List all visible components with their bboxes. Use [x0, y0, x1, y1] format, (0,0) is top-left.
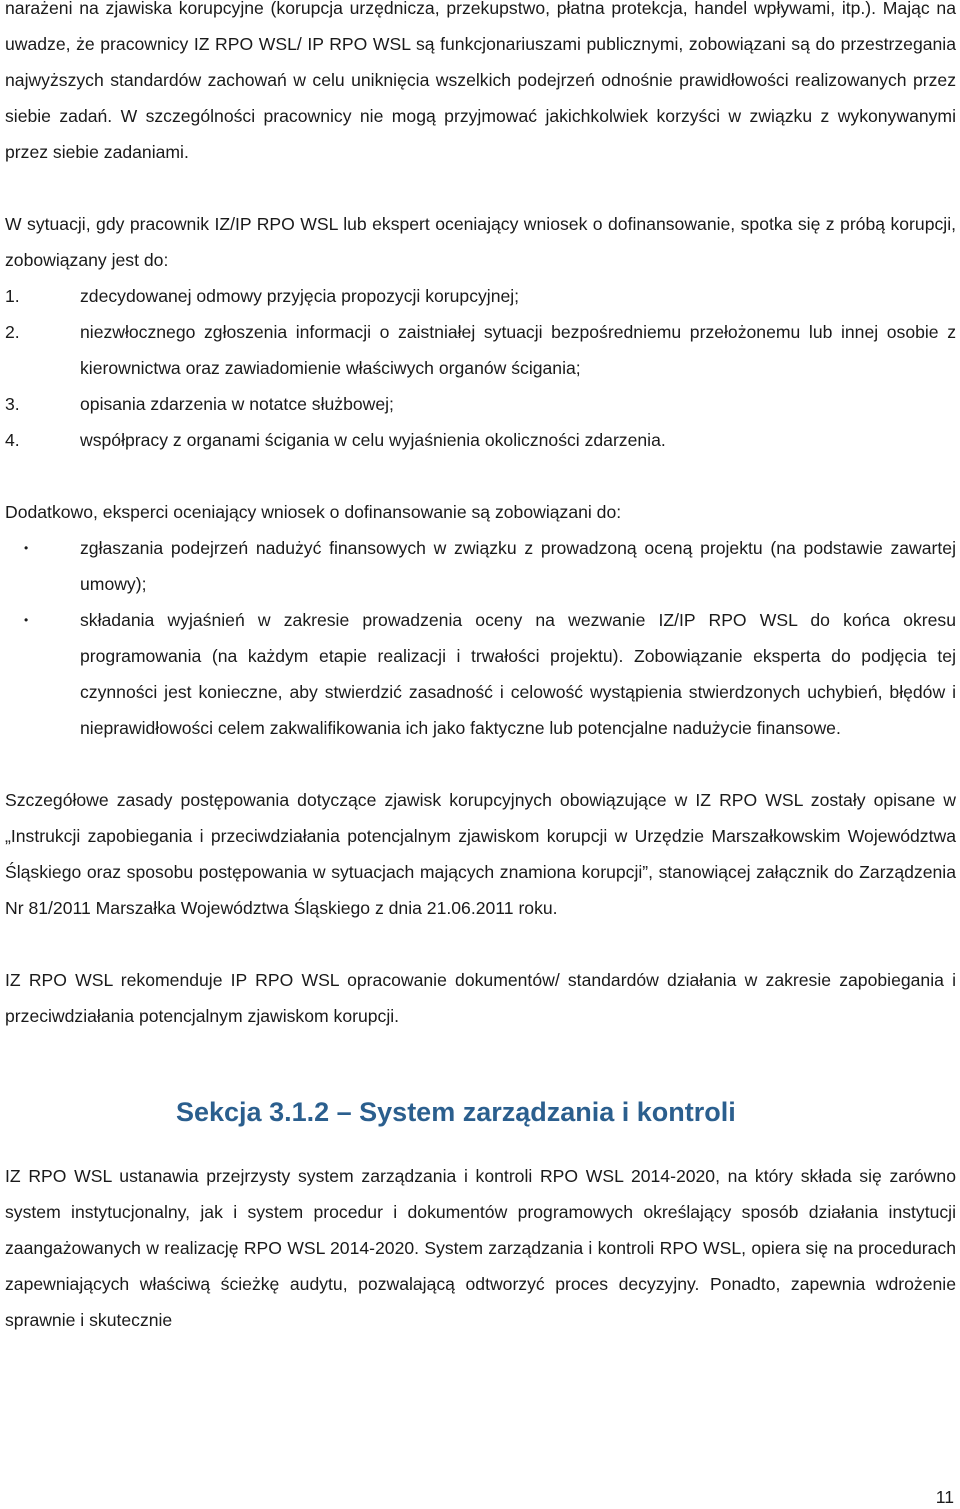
- list-number: 1.: [5, 286, 20, 306]
- list-item: [5, 530, 956, 602]
- list-item-text: opisania zdarzenia w notatce służbowej;: [80, 394, 394, 414]
- bullet-icon: •: [24, 613, 29, 627]
- list-item-text: zdecydowanej odmowy przyjęcia propozycji korupcyjnej;: [80, 286, 520, 306]
- page-number: 11: [935, 1487, 954, 1507]
- list-item: [5, 602, 956, 746]
- list-item-text: zgłaszania podejrzeń nadużyć finansowych w związku z prowadzoną oceną projektu (na podstawie zawartej umowy);: [80, 538, 956, 594]
- document-page: [5, 0, 956, 1338]
- numbered-list: [5, 278, 956, 458]
- list-item: [5, 386, 956, 422]
- paragraph-corruption-intro: narażeni na zjawiska korupcyjne (korupcja urzędnicza, przekupstwo, płatna protekcja, handel wpływami, itp.). Mając na uwadze, że pracownicy IZ RPO WSL/ IP RPO WSL są funkcjonariuszami publicznymi, zobowiązani są do przestrzegania najwyższych standardów zachowań w celu uniknięcia wszelkich podejrzeń odnośnie prawidłowości realizowanych przez siebie zadań. W szczególności pracownicy nie mogą przyjmować jakichkolwiek korzyści w związku z wykonywanymi przez siebie zadaniami.: [5, 0, 956, 162]
- list-item-text: niezwłocznego zgłoszenia informacji o zaistniałej sytuacji bezpośredniemu przełożonemu lub innej osobie z kierownictwa oraz zawiadomienie właściwych organów ścigania;: [80, 322, 956, 378]
- bullet-icon: •: [24, 541, 29, 555]
- list-item: [5, 422, 956, 458]
- spacer: [5, 458, 956, 494]
- paragraph-detailed-rules: Szczegółowe zasady postępowania dotyczące zjawisk korupcyjnych obowiązujące w IZ RPO WSL zostały opisane w „Instrukcji zapobiegania i przeciwdziałania potencjalnym zjawiskom korupcji w Urzędzie Marszałkowskim Województwa Śląskiego oraz sposobu postępowania w sytuacjach mających znamiona korupcji”, stanowiącej załącznik do Zarządzenia Nr 81/2011 Marszałka Województwa Śląskiego z dnia 21.06.2011 roku.: [5, 790, 956, 918]
- list-item: [5, 278, 956, 314]
- list-item: [5, 314, 956, 386]
- paragraph-management-system: IZ RPO WSL ustanawia przejrzysty system zarządzania i kontroli RPO WSL 2014-2020, na który składa się zarówno system instytucjonalny, jak i system procedur i dokumentów programowych określający sposób działania instytucji zaangażowanych w realizację RPO WSL 2014-2020. System zarządzania i kontroli RPO WSL, opiera się na procedurach zapewniających właściwą ścieżkę audytu, pozwalającą odtworzyć proces decyzyjny. Ponadto, zapewnia wdrożenie sprawnie i skutecznie: [5, 1166, 956, 1330]
- list-number: 2.: [5, 322, 20, 342]
- paragraph-corruption-procedure: W sytuacji, gdy pracownik IZ/IP RPO WSL lub ekspert oceniający wniosek o dofinansowanie, spotka się z próbą korupcji, zobowiązany jest do:: [5, 214, 956, 270]
- bullet-list: [5, 530, 956, 746]
- spacer: [5, 1132, 956, 1158]
- paragraph-recommendation: IZ RPO WSL rekomenduje IP RPO WSL opracowanie dokumentów/ standardów działania w zakresie zapobiegania i przeciwdziałania potencjalnym zjawiskom korupcji.: [5, 970, 956, 1026]
- spacer: [5, 746, 956, 782]
- list-number: 4.: [5, 430, 20, 450]
- spacer: [5, 170, 956, 206]
- paragraph-experts-obligations: Dodatkowo, eksperci oceniający wniosek o dofinansowanie są zobowiązani do:: [5, 502, 622, 522]
- spacer: [5, 1034, 956, 1092]
- list-number: 3.: [5, 394, 20, 414]
- section-heading: Sekcja 3.1.2 – System zarządzania i kontroli: [176, 1097, 736, 1127]
- list-item-text: składania wyjaśnień w zakresie prowadzenia oceny na wezwanie IZ/IP RPO WSL do końca okresu programowania (na każdym etapie realizacji i trwałości projektu). Zobowiązanie eksperta do podjęcia tej czynności jest konieczne, aby stwierdzić zasadność i celowość wystąpienia stwierdzonych uchybień, błędów i nieprawidłowości celem zakwalifikowania ich jako faktyczne lub potencjalne nadużycie finansowe.: [80, 610, 956, 738]
- list-item-text: współpracy z organami ścigania w celu wyjaśnienia okoliczności zdarzenia.: [80, 430, 666, 450]
- spacer: [5, 926, 956, 962]
